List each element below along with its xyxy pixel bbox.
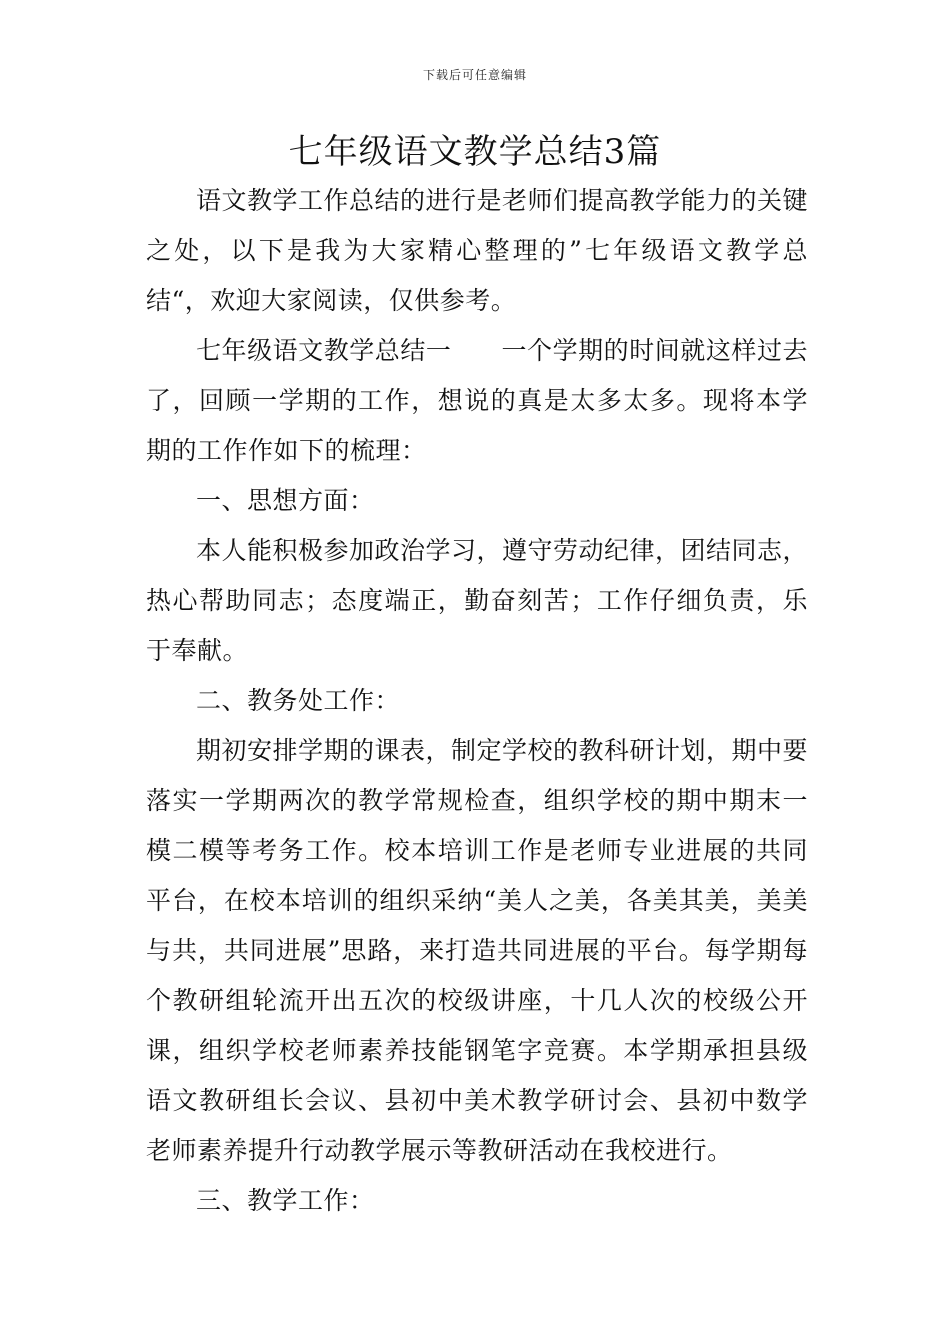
intro-paragraph: 语文教学工作总结的进行是老师们提高教学能力的关键之处，以下是我为大家精心整理的”七年级语文教学总结“，欢迎大家阅读，仅供参考。	[146, 186, 809, 315]
section-one-text: 一个学期的时间就这样过去了，回顾一学期的工作，想说的真是太多太多。现将本学期的工作作如下的梳理：	[146, 336, 808, 465]
academic-affairs-paragraph: 期初安排学期的课表，制定学校的教科研计划，期中要落实一学期两次的教学常规检查，组织学校的期中期末一模二模等考务工作。校本培训工作是老师专业进展的共同平台，在校本培训的组织采纳“美人之美，各美其美，美美与共，共同进展”思路，来打造共同进展的平台。每学期每个教研组轮流开出五次的校级讲座，十几人次的校级公开课，组织学校老师素养技能钢笔字竞赛。本学期承担县级语文教研组长会议、县初中美术教学研讨会、县初中数学老师素养提升行动教学展示等教研活动在我校进行。	[146, 736, 809, 1165]
document-title: 七年级语文教学总结3篇	[288, 132, 662, 172]
section-one-paragraph	[146, 326, 808, 476]
thought-paragraph: 本人能积极参加政治学习，遵守劳动纪律，团结同志，热心帮助同志；态度端正，勤奋刻苦；工作仔细负责，乐于奉献。	[146, 536, 809, 665]
heading-academic-affairs: 二、教务处工作：	[196, 686, 401, 715]
heading-thought: 一、思想方面：	[196, 486, 375, 515]
page-header-note: 下载后可任意编辑	[422, 68, 527, 82]
section-one-label: 七年级语文教学总结一	[196, 336, 452, 365]
document-body	[146, 176, 808, 1226]
heading-teaching: 三、教学工作：	[196, 1186, 375, 1215]
